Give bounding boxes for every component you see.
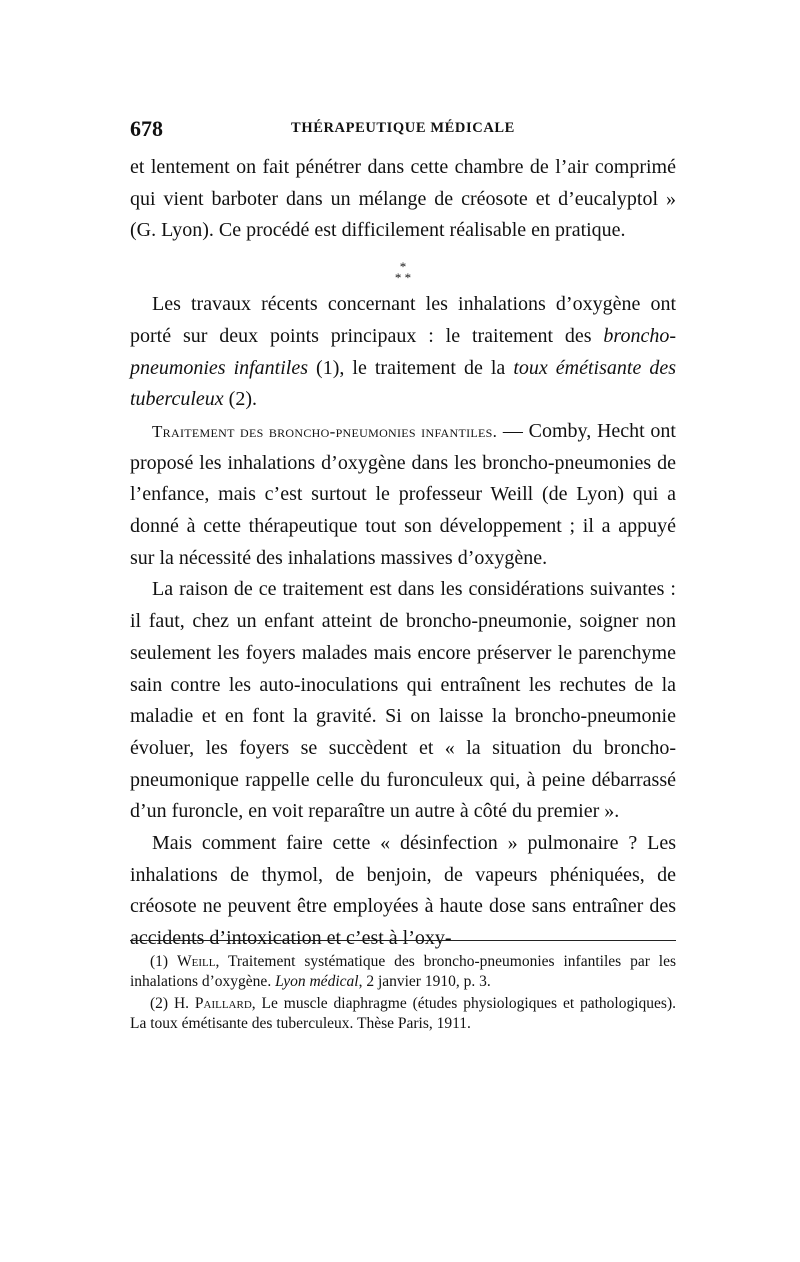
footnote-text: , 2 janvier 1910, p. 3.	[358, 973, 491, 990]
footnote-text: , Le muscle diaphragme (études physiologiques et pathologiques). La toux émétisante des tuberculeux. Thèse Paris, 1911.	[130, 995, 676, 1032]
asterisk-top: *	[399, 259, 407, 275]
text-segment: (1), le traitement de la	[308, 356, 514, 379]
paragraph-continuation: et lentement on fait pénétrer dans cette chambre de l’air comprimé qui vient barboter dans un mélange de créosote et d’eucalyptol » (G. Lyon). Ce procédé est difficilement réalisable en pratique.	[130, 156, 676, 242]
text-segment: (2).	[223, 388, 257, 411]
footnote-rule	[130, 940, 676, 941]
paragraph-reason: La raison de ce traitement est dans les considérations suivantes : il faut, chez un enfant atteint de broncho-pneumonie, soigner non seulement les foyers malades mais encore préserver le parenchyme sain contre les auto-inoculations qui entraînent les rechutes de la maladie et en font la gravité. Si on laisse la broncho-pneumonie évoluer, les foyers se succèdent et « la situation du broncho-pneumonique rappelle celle du furonculeux qui, à peine débarrassé d’un furoncle, en voit reparaître un autre à côté du premier ».	[130, 578, 676, 823]
footnote-author: Weill	[177, 953, 216, 970]
italic-term-toux-emetisante: toux émétisante des tuberculeux	[130, 356, 677, 411]
paragraph-disinfection: Mais comment faire cette « désinfection » pulmonaire ? Les inhalations de thymol, de benjoin, de vapeurs phéniquées, de créosote ne peuvent être employées à haute dose sans entraîner des accidents d’intoxication et c’est à l’oxy-	[130, 832, 676, 950]
footnote-text: , Traitement systématique des broncho-pneumonies infantiles par les inhalations d’oxygène.	[130, 953, 677, 990]
footnote-journal: Lyon médical	[275, 973, 359, 990]
footnotes	[130, 952, 676, 1036]
text-segment: Les travaux récents concernant les inhalations d’oxygène ont porté sur deux points principaux : le traitement des	[130, 293, 676, 347]
body-text	[130, 152, 676, 955]
paragraph-recent-work	[130, 289, 676, 416]
section-separator-asterisks	[130, 247, 676, 289]
footnote-author: H. Paillard	[173, 995, 252, 1012]
asterisk-bottom: * *	[394, 270, 412, 286]
footnote-number: (2)	[150, 995, 169, 1012]
footnote	[130, 952, 676, 992]
running-title: THÉRAPEUTIQUE MÉDICALE	[291, 120, 515, 136]
page-header	[130, 116, 676, 142]
footnote-number: (1)	[150, 953, 169, 970]
paragraph-treatment	[130, 416, 676, 575]
page-number: 678	[130, 116, 163, 141]
footnote	[130, 994, 676, 1034]
italic-term-broncho-pneumonies: broncho-pneumonies infantiles	[130, 324, 676, 379]
section-heading: Traitement des broncho-pneumonies infantiles.	[152, 421, 498, 441]
text-segment: — Comby, Hecht ont proposé les inhalations d’oxygène dans les broncho-pneumonies de l’enfance, mais c’est surtout le professeur Weill (de Lyon) qui a donné à cette thérapeutique tout son développement ; il a appuyé sur la nécessité des inhalations massives d’oxygène.	[130, 419, 676, 569]
